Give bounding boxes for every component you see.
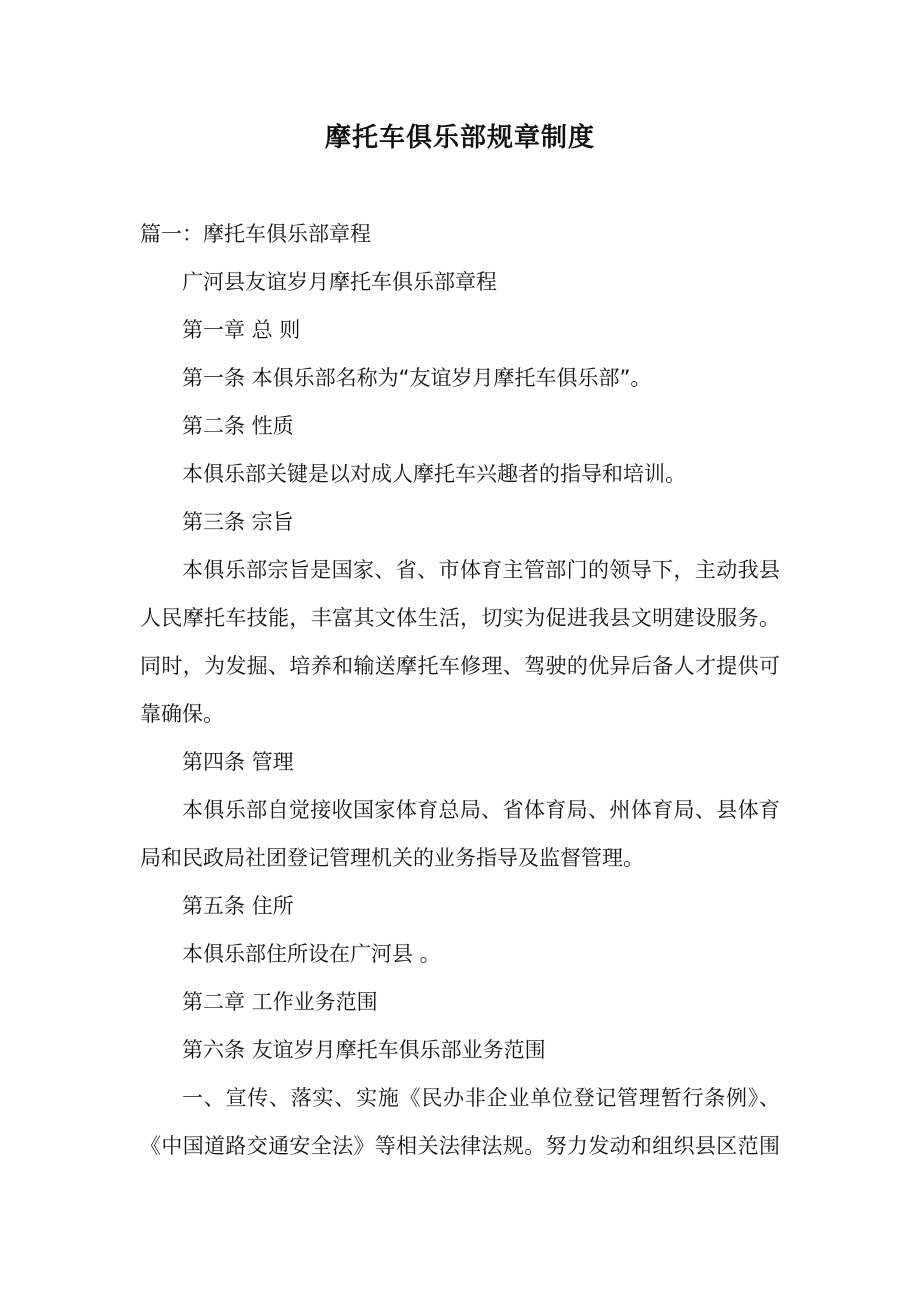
paragraph-line: 本俱乐部关键是以对成人摩托车兴趣者的指导和培训。 [182, 462, 686, 486]
article-heading: 第二条 性质 [182, 414, 294, 438]
paragraph-line: 局和民政局社团登记管理机关的业务指导及监督管理。 [140, 846, 644, 870]
paragraph-line: 同时，为发掘、培养和输送摩托车修理、驾驶的优异后备人才提供可 [140, 654, 780, 678]
article-heading: 第三条 宗旨 [182, 510, 294, 534]
paragraph-line: 本俱乐部住所设在广河县 。 [182, 942, 441, 966]
article-heading: 第五条 住所 [182, 894, 294, 918]
paragraph-line: 一、宣传、落实、实施《民办非企业单位登记管理暂行条例》、 [182, 1086, 780, 1110]
section-heading: 篇一：摩托车俱乐部章程 [140, 222, 371, 246]
charter-title: 广河县友谊岁月摩托车俱乐部章程 [182, 270, 497, 294]
article-line: 第一条 本俱乐部名称为“友谊岁月摩托车俱乐部”。 [182, 366, 652, 390]
article-heading: 第四条 管理 [182, 750, 294, 774]
paragraph-line: 《中国道路交通安全法》等相关法律法规。努力发动和组织县区范围 [140, 1134, 780, 1158]
document-title: 摩托车俱乐部规章制度 [324, 123, 595, 153]
paragraph-line: 靠确保。 [140, 702, 224, 726]
article-line: 第六条 友谊岁月摩托车俱乐部业务范围 [182, 1038, 546, 1062]
paragraph-line: 人民摩托车技能，丰富其文体生活，切实为促进我县文明建设服务。 [140, 606, 780, 630]
paragraph-line: 本俱乐部宗旨是国家、省、市体育主管部门的领导下，主动我县 [182, 558, 780, 582]
paragraph-line: 本俱乐部自觉接收国家体育总局、省体育局、州体育局、县体育 [182, 798, 780, 822]
chapter-heading: 第二章 工作业务范围 [182, 990, 378, 1014]
chapter-heading: 第一章 总 则 [182, 318, 301, 342]
document-body [140, 210, 780, 1170]
